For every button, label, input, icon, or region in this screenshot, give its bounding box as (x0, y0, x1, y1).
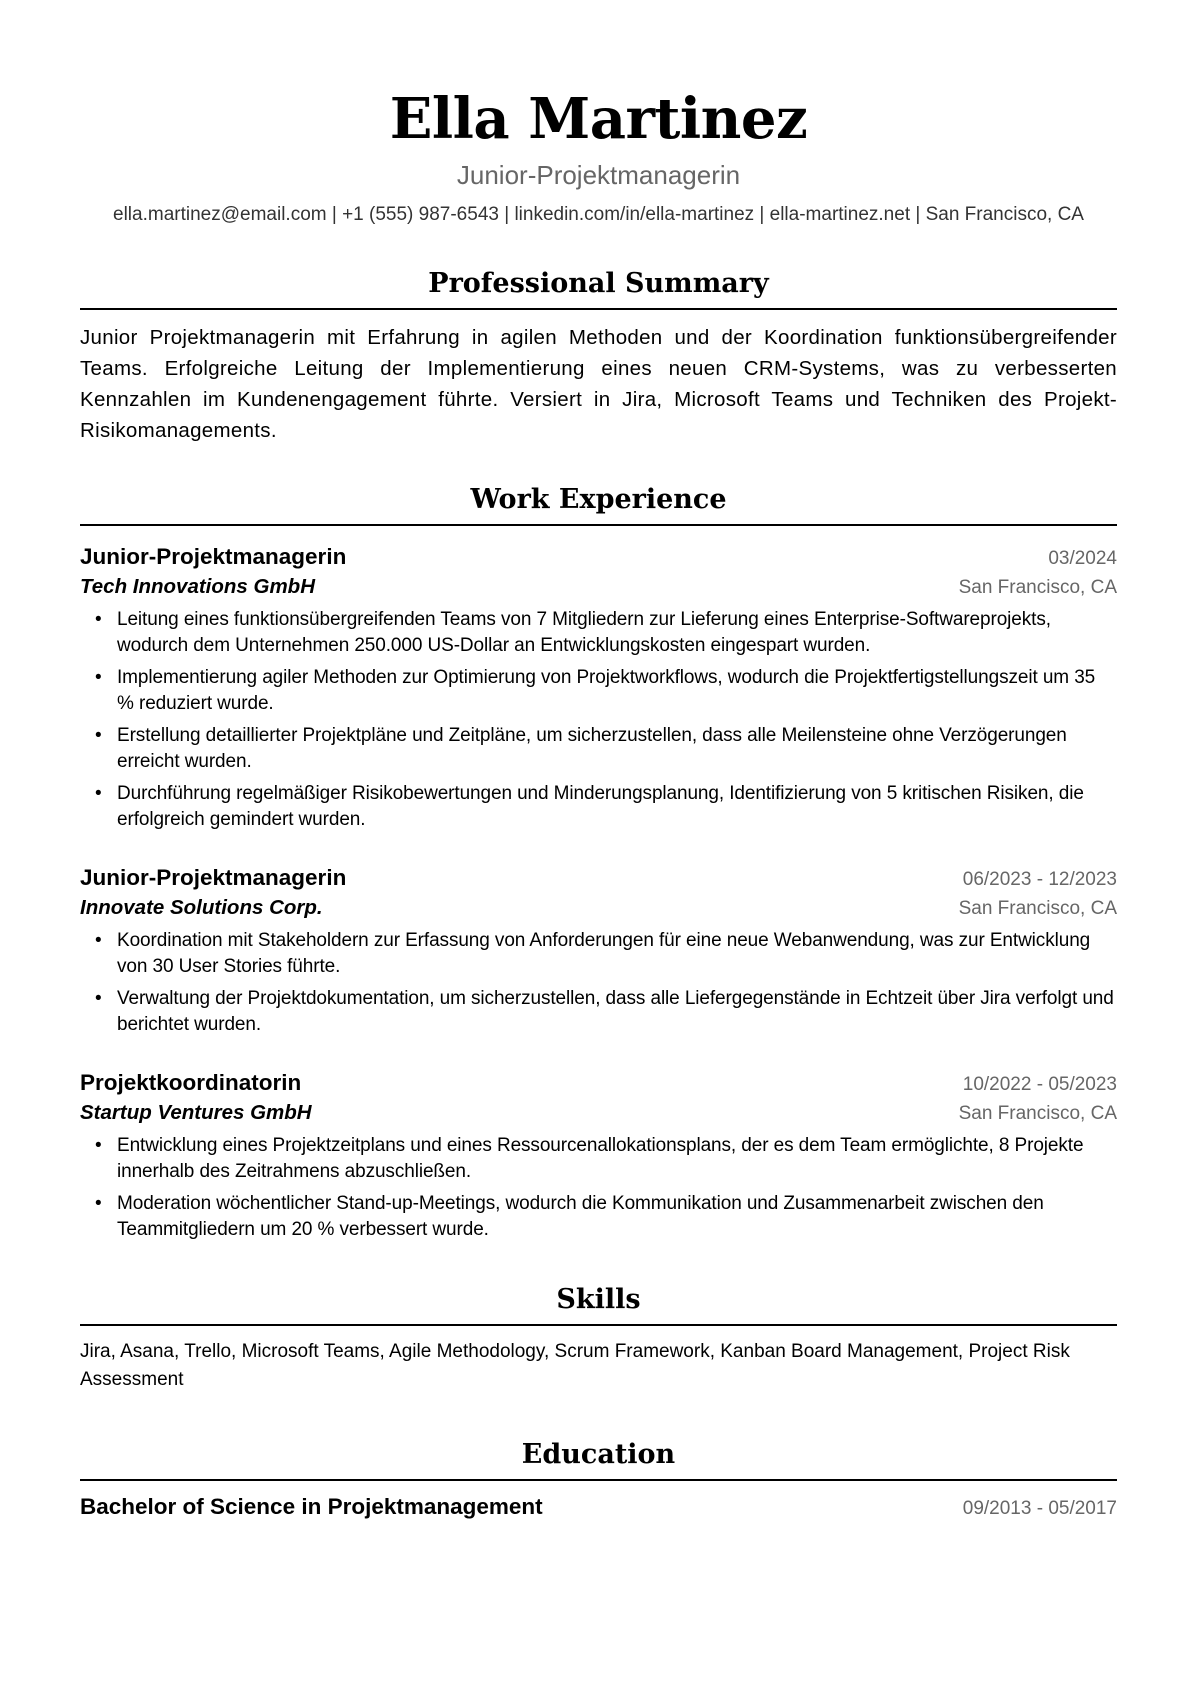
job-location: San Francisco, CA (958, 1103, 1117, 1124)
job-title: Junior-Projektmanagerin (80, 544, 347, 569)
job-date: 03/2024 (1048, 548, 1117, 569)
job-entry (80, 1068, 1117, 1243)
candidate-title: Junior-Projektmanagerin (456, 160, 741, 190)
section-heading-education: Education (80, 1437, 1117, 1481)
bullet-item: • Entwicklung eines Projektzeitplans und eines Ressourcenallokationsplans, der es dem Team ermöglichte, 8 Projekte innerhalb des Zeitrahmens abzuschließen. (80, 1133, 1117, 1185)
job-location: San Francisco, CA (958, 577, 1117, 598)
job-date: 10/2022 - 05/2023 (962, 1074, 1117, 1095)
bullet-item: • Moderation wöchentlicher Stand-up-Meetings, wodurch die Kommunikation und Zusammenarbeit zwischen den Teammitgliedern um 20 % verbessert wurde. (80, 1191, 1117, 1243)
job-location: San Francisco, CA (958, 898, 1117, 919)
job-entry (80, 863, 1117, 1038)
job-company: Startup Ventures GmbH (80, 1101, 312, 1124)
job-entry (80, 542, 1117, 833)
job-bullets (80, 1133, 1117, 1243)
job-title: Projektkoordinatorin (80, 1070, 302, 1095)
education-degree: Bachelor of Science in Projektmanagement (80, 1494, 543, 1519)
candidate-name: Ella Martinez (389, 86, 808, 152)
section-heading-work: Work Experience (80, 482, 1117, 526)
job-bullets (80, 928, 1117, 1038)
section-heading-summary: Professional Summary (80, 266, 1117, 310)
job-bullets (80, 607, 1117, 833)
section-heading-skills: Skills (80, 1282, 1117, 1326)
resume-header (80, 82, 1117, 228)
job-title: Junior-Projektmanagerin (80, 865, 347, 890)
bullet-item: • Leitung eines funktionsübergreifenden Teams von 7 Mitgliedern zur Lieferung eines Enterprise-Softwareprojekts, wodurch dem Unternehmen 250.000 US-Dollar an Entwicklungskosten eingespart wurden. (80, 607, 1117, 659)
contact-line: ella.martinez@email.com | +1 (555) 987-6543 | linkedin.com/in/ella-martinez | ella-martinez.net | San Francisco, CA (113, 204, 1084, 225)
bullet-item: • Koordination mit Stakeholdern zur Erfassung von Anforderungen für eine neue Webanwendung, was zur Entwicklung von 30 User Stories führte. (80, 928, 1117, 980)
bullet-item: • Implementierung agiler Methoden zur Optimierung von Projektworkflows, wodurch die Projektfertigstellungszeit um 35 % reduziert wurde. (80, 665, 1117, 717)
job-company: Innovate Solutions Corp. (80, 896, 323, 919)
bullet-item: • Durchführung regelmäßiger Risikobewertungen und Minderungsplanung, Identifizierung von 5 kritischen Risiken, die erfolgreich gemindert wurden. (80, 781, 1117, 833)
job-company: Tech Innovations GmbH (80, 575, 316, 598)
resume-page (80, 0, 1117, 1523)
bullet-item: • Verwaltung der Projektdokumentation, um sicherzustellen, dass alle Liefergegenstände in Echtzeit über Jira verfolgt und berichtet wurden. (80, 986, 1117, 1038)
bullet-item: • Erstellung detaillierter Projektpläne und Zeitpläne, um sicherzustellen, dass alle Meilensteine ohne Verzögerungen erreicht wurden. (80, 723, 1117, 775)
skills-text: Jira, Asana, Trello, Microsoft Teams, Agile Methodology, Scrum Framework, Kanban Board Management, Project Risk Assessment (80, 1341, 1070, 1390)
education-entry (80, 1491, 1117, 1523)
job-date: 06/2023 - 12/2023 (962, 869, 1117, 890)
education-date: 09/2013 - 05/2017 (962, 1498, 1117, 1519)
summary-text: Junior Projektmanagerin mit Erfahrung in agilen Methoden und der Koordination funktionsübergreifender Teams. Erfolgreiche Leitung der Implementierung eines neuen CRM-Systems, was zu verbesserten Kennzahlen im Kundenengagement führte. Versiert in Jira, Microsoft Teams und Techniken des Projekt-Risikomanagements. (80, 326, 1117, 442)
